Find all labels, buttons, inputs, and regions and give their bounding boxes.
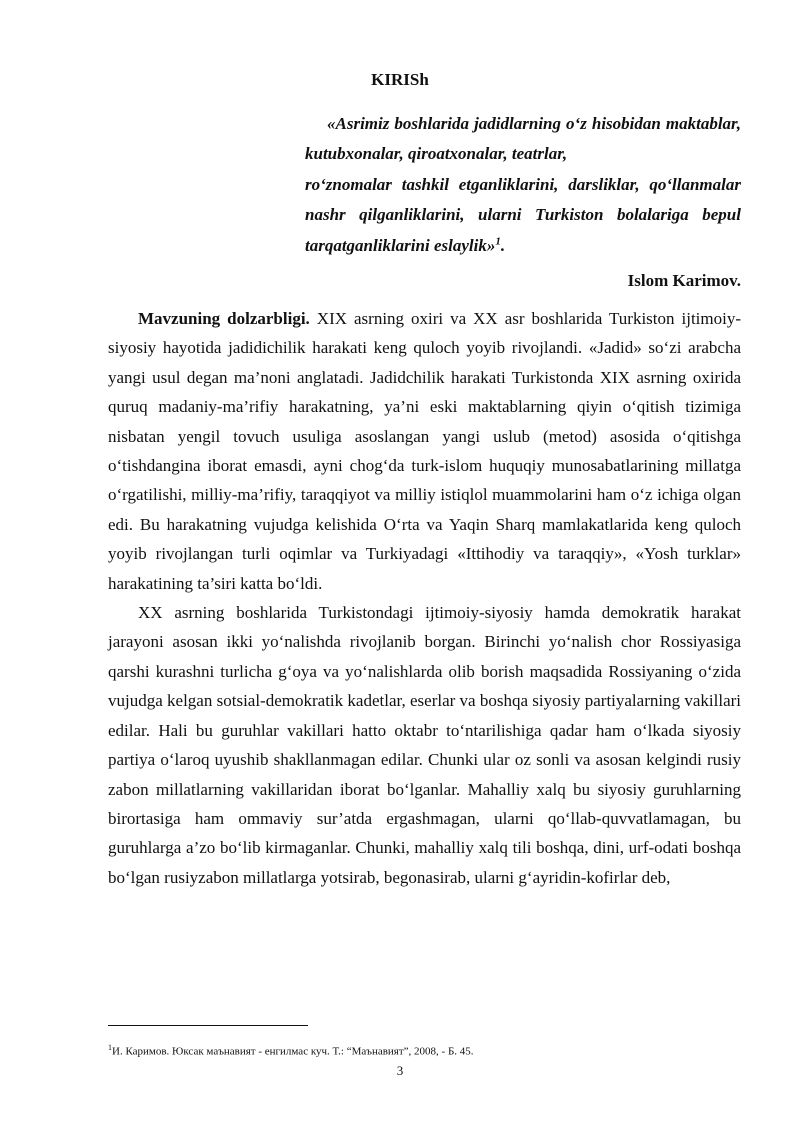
footnote <box>108 1041 741 1059</box>
page-number: 3 <box>396 1063 404 1078</box>
footnote-text: И. Каримов. Юксак маънавият - енгилмас куч. Т.: “Маънавият”, 2008, - Б. 45. <box>112 1045 474 1058</box>
paragraph-1-text: XIX asrning oxiri va XX asr boshlarida Turkiston ijtimoiy-siyosiy hayotida jadidichilik harakati keng quloch yoyib rivojlandi. «Jadid» so‘zi arabcha yangi usul degan ma’noni anglatadi. Jadidchilik harakati Turkistonda XIX asrning oxirida quruq madaniy-ma’rifiy harakatning, ya’ni eski maktablarning qiyin o‘qitish tizimiga nisbatan yengil tovuch usuliga asoslangan yangi uslub (metod) asosida o‘qitishga o‘tishdangina iborat emasdi, ayni chog‘da turk-islom huquqiy munosabatlarining millatga o‘rgatilishi, milliy-ma’rifiy, taraqqiyot va milliy istiqlol muammolarini ham o‘z ichiga olgan edi. Bu harakatning vujudga kelishida O‘rta va Yaqin Sharq mamlakatlarida keng quloch yoyib rivojlangan turli oqimlar va Turkiyadagi «Ittihodiy va taraqqiy», «Yosh turklar» harakatining ta’siri katta bo‘ldi. <box>108 309 741 593</box>
epigraph-line-1: «Asrimiz boshlarida jadidlarning o‘z hisobidan maktablar, kutubxonalar, qiroatxonalar, teatrlar, <box>305 114 741 164</box>
paragraph-1 <box>108 304 741 598</box>
epigraph <box>305 109 741 261</box>
footnote-reference[interactable]: 1 <box>495 234 501 247</box>
epigraph-line-2 <box>305 170 741 261</box>
section-heading: KIRISh <box>371 70 429 89</box>
footnote-marker: 1 <box>108 1043 112 1052</box>
body-text <box>108 304 741 892</box>
epigraph-author: Islom Karimov. <box>627 271 741 290</box>
epigraph-line-2-text: ro‘znomalar tashkil etganliklarini, darsliklar, qo‘llanmalar nashr qilganliklarini, ularni Turkiston bolalariga bepul tarqatganliklarini eslaylik» <box>305 174 741 255</box>
paragraph-1-lead: Mavzuning dolzarbligi. <box>138 309 310 328</box>
footnote-divider <box>108 1025 308 1026</box>
paragraph-2: XX asrning boshlarida Turkistondagi ijtimoiy-siyosiy hamda demokratik harakat jarayoni asosan ikki yo‘nalishda rivojlanib borgan. Birinchi yo‘nalish chor Rossiyasiga qarshi kurashni turlicha g‘oya va yo‘nalishlarda olib borish maqsadida Rossiyaning o‘zida vujudga kelgan sotsial-demokratik kadetlar, eserlar va boshqa siyosiy partiyalarning vakillari edilar. Hali bu guruhlar vakillari hatto oktabr to‘ntarilishiga qadar ham o‘lkada siyosiy partiya o‘laroq uyushib shakllanmagan edilar. Chunki ular oz sonli va asosan kelgindi rusiy zabon millatlarning vakillaridan iborat bo‘lganlar. Mahalliy xalq bu siyosiy guruhlarning birortasiga ham ommaviy sur’atda ergashmagan, ularni qo‘llab-quvvatlamagan, bu guruhlarga a’zo bo‘lib kirmaganlar. Chunki, mahalliy xalq tili boshqa, dini, urf-odati boshqa bo‘lgan rusiyzabon millatlarga yotsirab, begonasirab, ularni g‘ayridin-kofirlar deb, <box>108 603 741 887</box>
epigraph-end-punct: . <box>500 235 506 255</box>
